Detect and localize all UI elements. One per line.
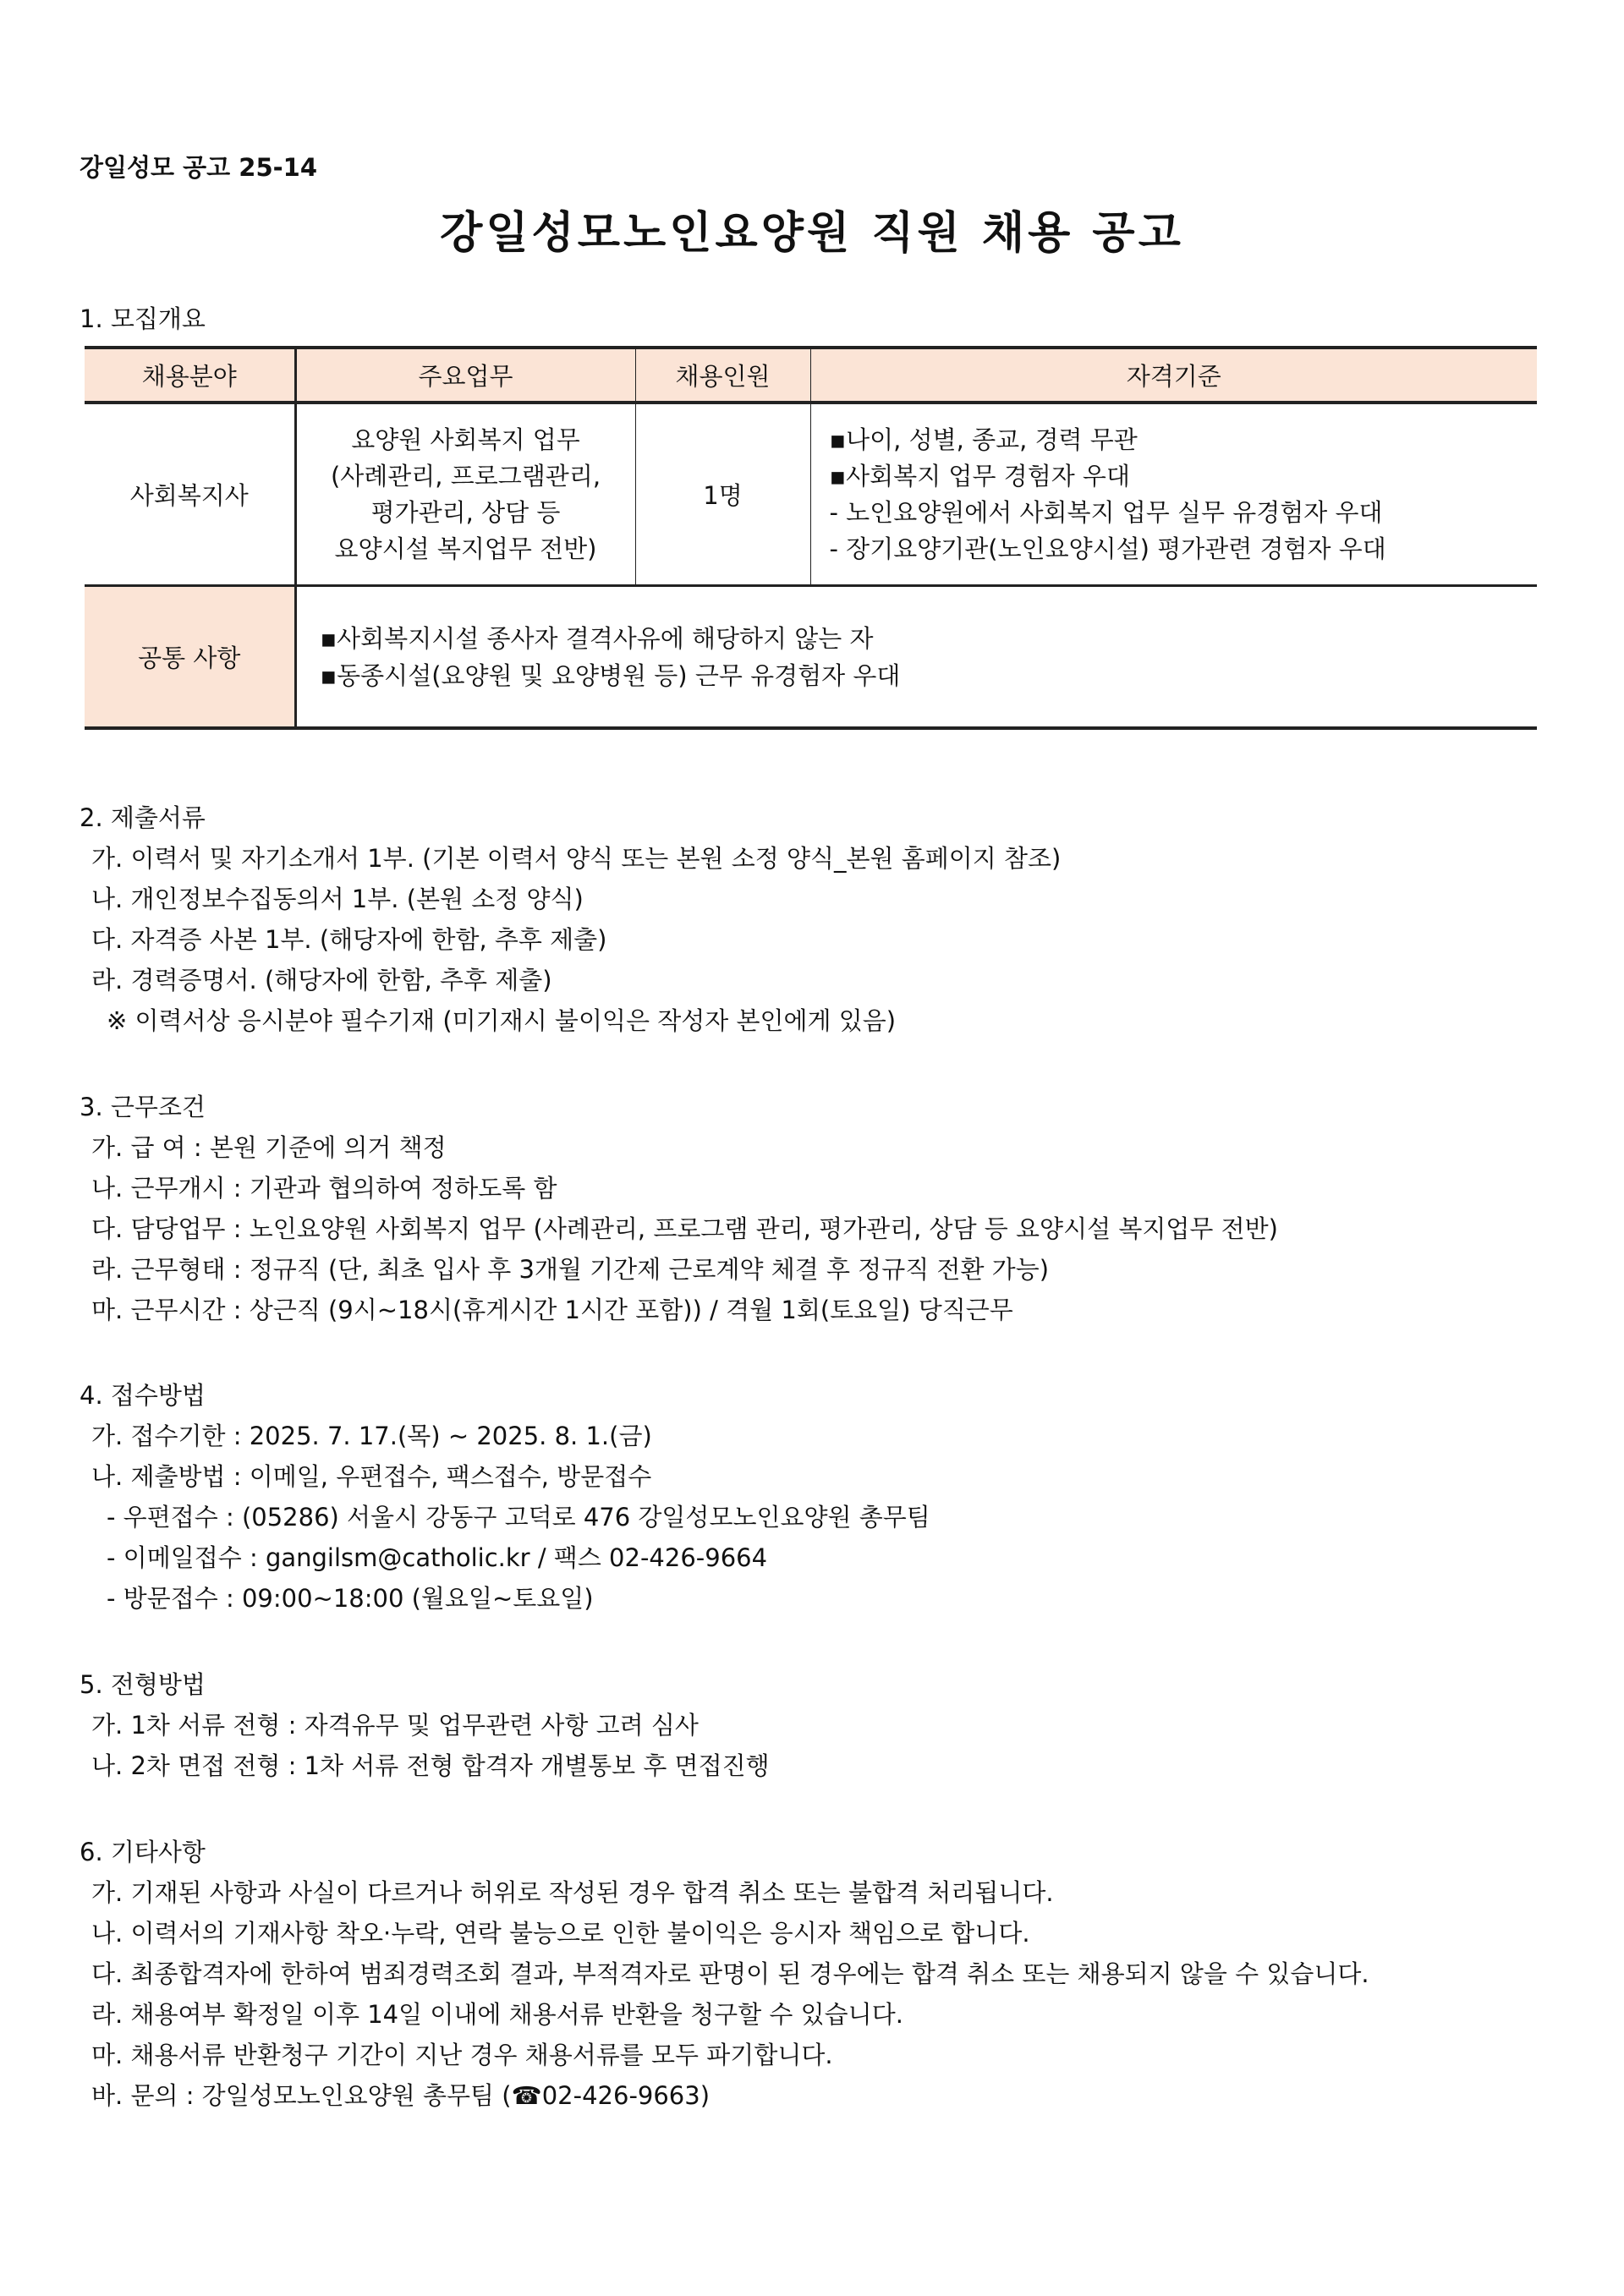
section-title-selection: 5. 전형방법 — [80, 1670, 206, 1699]
table-header-row — [85, 348, 1537, 403]
section-title-documents: 2. 제출서류 — [80, 803, 206, 832]
table-row — [85, 403, 1537, 586]
section-title-conditions: 3. 근무조건 — [80, 1093, 206, 1121]
list-sub-item: - 방문접수 : 09:00~18:00 (월요일~토요일) — [107, 1584, 594, 1613]
note: ※ 이력서상 응시분야 필수기재 (미기재시 불이익은 작성자 본인에게 있음) — [107, 1006, 897, 1035]
list-item: 나. 개인정보수집동의서 1부. (본원 소정 양식) — [91, 885, 584, 913]
header-qualifications: 자격기준 — [810, 348, 1537, 403]
list-item: 나. 근무개시 : 기관과 협의하여 정하도록 함 — [91, 1174, 557, 1203]
recruitment-table — [85, 346, 1537, 730]
list-item: 라. 근무형태 : 정규직 (단, 최초 입사 후 3개월 기간제 근로계약 체결 후 정규직 전환 가능) — [91, 1255, 1050, 1284]
header-duties: 주요업무 — [295, 348, 635, 403]
list-item: 마. 근무시간 : 상근직 (9시~18시(휴게시간 1시간 포함)) / 격월 1회(토요일) 당직근무 — [91, 1296, 1013, 1324]
notice-number: 강일성모 공고 25-14 — [80, 153, 318, 182]
list-sub-item: - 이메일접수 : gangilsm@catholic.kr / 팩스 02-426-9664 — [107, 1543, 768, 1572]
list-item: 나. 2차 면접 전형 : 1차 서류 전형 합격자 개별통보 후 면접진행 — [91, 1751, 770, 1780]
list-item: 가. 급 여 : 본원 기준에 의거 책정 — [91, 1133, 447, 1162]
qualification-line: ▪나이, 성별, 종교, 경력 무관 — [829, 425, 1138, 454]
cell-common-label: 공통 사항 — [85, 586, 295, 729]
header-count: 채용인원 — [635, 348, 810, 403]
qualification-line: - 장기요양기관(노인요양시설) 평가관련 경험자 우대 — [829, 534, 1386, 563]
duty-line: 요양원 사회복지 업무 — [351, 425, 580, 454]
list-item: 다. 자격증 사본 1부. (해당자에 한함, 추후 제출) — [91, 925, 607, 954]
page-title: 강일성모노인요양원 직원 채용 공고 — [440, 208, 1184, 259]
list-item: 라. 채용여부 확정일 이후 14일 이내에 채용서류 반환을 청구할 수 있습니다. — [91, 2000, 903, 2029]
duty-line: 요양시설 복지업무 전반) — [334, 534, 597, 563]
list-item: 마. 채용서류 반환청구 기간이 지난 경우 채용서류를 모두 파기합니다. — [91, 2041, 833, 2069]
common-line: ▪동종시설(요양원 및 요양병원 등) 근무 유경험자 우대 — [320, 660, 901, 690]
list-item: 다. 담당업무 : 노인요양원 사회복지 업무 (사례관리, 프로그램 관리, 평가관리, 상담 등 요양시설 복지업무 전반) — [91, 1214, 1278, 1243]
header-field: 채용분야 — [85, 348, 295, 403]
cell-count: 1명 — [635, 403, 810, 586]
list-sub-item: - 우편접수 : (05286) 서울시 강동구 고덕로 476 강일성모노인요양원 총무팀 — [107, 1503, 930, 1532]
section-title-etc: 6. 기타사항 — [80, 1838, 206, 1866]
cell-qualifications — [810, 403, 1537, 586]
duty-line: (사례관리, 프로그램관리, — [330, 461, 601, 490]
list-item: 나. 제출방법 : 이메일, 우편접수, 팩스접수, 방문접수 — [91, 1462, 652, 1491]
list-item: 나. 이력서의 기재사항 착오·누락, 연락 불능으로 인한 불이익은 응시자 책임으로 합니다. — [91, 1919, 1030, 1948]
qualification-line: ▪사회복지 업무 경험자 우대 — [829, 461, 1130, 490]
section-title-overview: 1. 모집개요 — [80, 304, 206, 333]
cell-duties — [295, 403, 635, 586]
list-item: 라. 경력증명서. (해당자에 한함, 추후 제출) — [91, 966, 552, 995]
list-item: 가. 이력서 및 자기소개서 1부. (기본 이력서 양식 또는 본원 소정 양식_본원 홈페이지 참조) — [91, 844, 1062, 873]
qualification-line: - 노인요양원에서 사회복지 업무 실무 유경험자 우대 — [829, 497, 1383, 527]
list-item: 다. 최종합격자에 한하여 범죄경력조회 결과, 부적격자로 판명이 된 경우에는 합격 취소 또는 채용되지 않을 수 있습니다. — [91, 1959, 1369, 1988]
duty-line: 평가관리, 상담 등 — [370, 497, 561, 527]
cell-field: 사회복지사 — [85, 403, 295, 586]
cell-common-items — [295, 586, 1537, 729]
section-title-application: 4. 접수방법 — [80, 1381, 206, 1410]
table-row-common — [85, 586, 1537, 729]
list-item: 가. 기재된 사항과 사실이 다르거나 허위로 작성된 경우 합격 취소 또는 불합격 처리됩니다. — [91, 1878, 1054, 1907]
list-item: 가. 접수기한 : 2025. 7. 17.(목) ~ 2025. 8. 1.(금) — [91, 1422, 652, 1450]
contact-line: 바. 문의 : 강일성모노인요양원 총무팀 (☎02-426-9663) — [91, 2081, 710, 2110]
common-line: ▪사회복지시설 종사자 결격사유에 해당하지 않는 자 — [320, 623, 874, 653]
list-item: 가. 1차 서류 전형 : 자격유무 및 업무관련 사항 고려 심사 — [91, 1711, 699, 1740]
